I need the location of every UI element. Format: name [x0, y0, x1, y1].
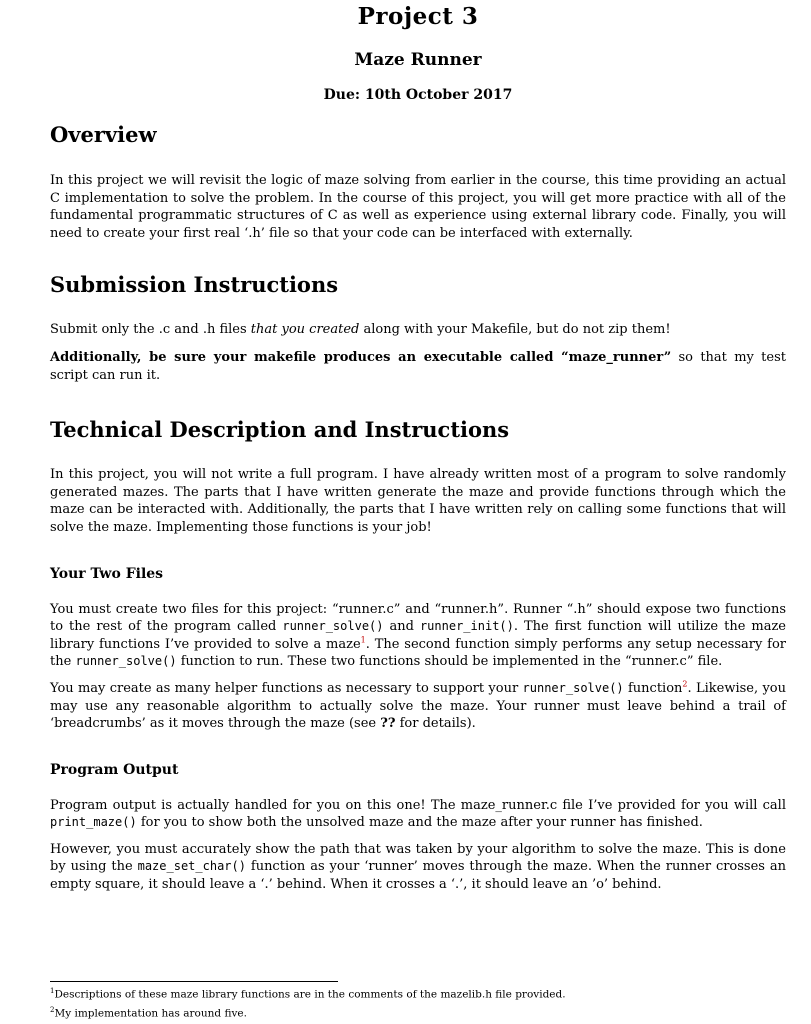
- submission-paragraph-1: Submit only the .c and .h files that you created along with your Makefile, but do not zip them!: [50, 322, 671, 338]
- page-subtitle: Maze Runner: [354, 50, 482, 70]
- two-files-paragraph-2: You may create as many helper functions as necessary to support your runner_solve() function$^2$. Likewise, you may use any reasonable algorithm to actually solve the maze. Your runner must leave behind a trail of ‘breadcrumbs’ as it moves through the maze (see ?? for details).: [50, 679, 786, 732]
- footnote-2: $^2$My implementation has around five.: [50, 1005, 247, 1019]
- document-page: [50, 0, 786, 894]
- overview-paragraph: In this project we will revisit the logic of maze solving from earlier in the course, this time providing an actual C implementation to solve the problem. In the course of this project, you will get more practice with all of the fundamental programmatic structures of C as well as experience using external library code. Finally, you will need to create your first real ‘.h’ file so that your code can be interfaced with externally.: [50, 173, 786, 241]
- submission-heading: Submission Instructions: [50, 272, 339, 298]
- code-runner-solve: runner_solve(): [522, 680, 624, 695]
- code-print-maze: print_maze(): [50, 815, 137, 830]
- missing-reference[interactable]: ??: [380, 716, 396, 732]
- footnote-ref-1[interactable]: 1: [360, 635, 366, 645]
- code-runner-solve: runner_solve(): [282, 619, 384, 634]
- emphasis-text: that you created: [250, 322, 360, 338]
- technical-paragraph: In this project, you will not write a full program. I have already written most of a program to solve randomly generated mazes. The parts that I have written generate the maze and provide functions through which the maze can be interacted with. Additionally, the parts that I have written rely on calling some functions that will solve the maze. Implementing those functions is your job!: [50, 467, 786, 535]
- code-runner-solve: runner_solve(): [75, 654, 177, 669]
- program-output-heading: Program Output: [50, 761, 179, 778]
- technical-heading: Technical Description and Instructions: [50, 417, 510, 443]
- output-paragraph-1: Program output is actually handled for you on this one! The maze_runner.c file I’ve provided for you will call print_maze() for you to show both the unsolved maze and the maze after your runner has finished.: [50, 797, 786, 831]
- output-paragraph-2: However, you must accurately show the path that was taken by your algorithm to solve the maze. This is done by using the maze_set_char() function as your ‘runner’ moves through the maze. When the runner crosses an empty square, it should leave a ‘.’ behind. When it crosses a ‘.’, it should leave an ’o’ behind.: [50, 841, 787, 893]
- code-runner-init: runner_init(): [419, 619, 514, 634]
- footnotes: [50, 981, 786, 1021]
- bold-instruction: Additionally, be sure your makefile produces an executable called “maze_runner”: [50, 349, 672, 365]
- footnote-divider: [50, 981, 338, 982]
- two-files-heading: Your Two Files: [50, 565, 164, 582]
- overview-heading: Overview: [50, 122, 157, 147]
- due-date: Due: 10th October 2017: [323, 87, 513, 103]
- page-title: Project 3: [357, 3, 479, 30]
- two-files-paragraph-1: You must create two files for this project: “runner.c” and “runner.h”. Runner “.h” should expose two functions to the rest of the program called runner_solve() and runner_init(). The first function will utilize the maze library functions I’ve provided to solve a maze$^1$. The second function simply performs any setup necessary for the runner_solve() function to run. These two functions should be implemented in the “runner.c” file.: [50, 601, 787, 670]
- footnote-ref-2[interactable]: 2: [682, 679, 688, 689]
- footnote-1: $^1$Descriptions of these maze library functions are in the comments of the mazelib.h file provided.: [50, 987, 566, 1001]
- code-maze-set-char: maze_set_char(): [137, 859, 246, 874]
- submission-paragraph-2: Additionally, be sure your makefile produces an executable called “maze_runner” so that my test script can run it.: [50, 349, 786, 383]
